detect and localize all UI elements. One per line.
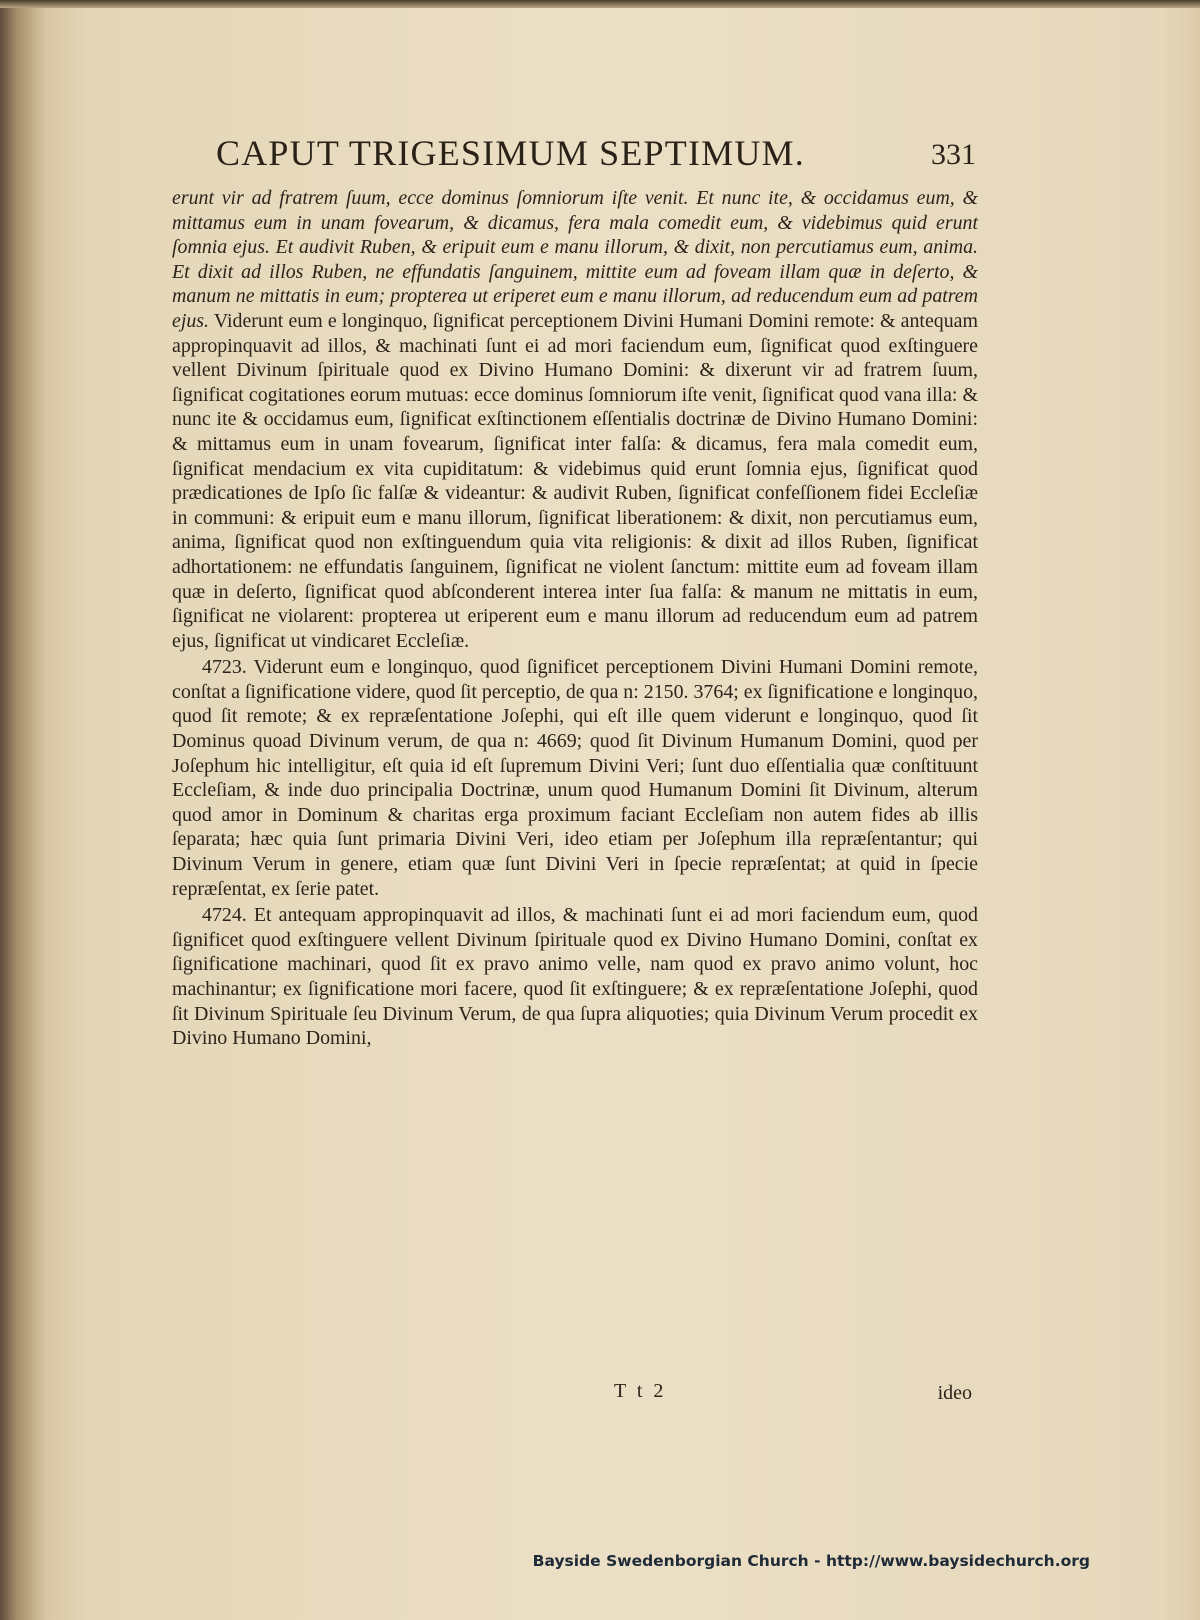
italic-verse: erunt vir ad fratrem ſuum, ecce dominus ſomniorum iſte venit. Et nunc ite, & occidamus eum, & mittamus eum in unam fovearum, & dicamus, fera mala comedit eum, & videbimus quid erunt ſomnia ejus. Et audivit Ruben, & eripuit eum e manu illorum, & dixit, non percutiamus eum, anima. Et dixit ad illos Ruben, ne effundatis ſanguinem, mittite eum ad foveam illam quæ in deſerto, & manum ne mittatis in eum; propterea ut eriperet eum e manu illorum, ad reducendum eum ad patrem ejus.	[172, 187, 978, 332]
signature-mark: T t 2	[614, 1380, 667, 1402]
running-title: CAPUT TRIGESIMUM SEPTIMUM.	[216, 133, 805, 173]
verse-paragraph	[172, 186, 978, 653]
watermark-credit: Bayside Swedenborgian Church - http://www.baysidechurch.org	[532, 1552, 1090, 1570]
catchword: ideo	[937, 1382, 972, 1404]
page-top-edge	[0, 0, 1200, 8]
text-block	[172, 186, 978, 1051]
page-footer	[172, 1380, 978, 1408]
summary-text: Viderunt eum e longinquo, ſignificat perceptionem Divini Humani Domini remote: & antequam appropinquavit ad illos, & machinati ſunt ei ad mori faciendum eum, ſignificat quod exſtinguere vellent Divinum ſpirituale quod ex Divino Humano Domini: & dixerunt vir ad fratrem ſuum, ſignificat cogitationes eorum mutuas: ecce dominus ſomniorum iſte venit, ſignificat quod vana illa: & nunc ite & occidamus eum, ſignificat exſtinctionem eſſentialis doctrinæ de Divino Humano Domini: & mittamus eum in unam fovearum, ſignificat inter falſa: & dicamus, fera mala comedit eum, ſignificat mendacium ex vita cupiditatum: & videbimus quid erunt ſomnia ejus, ſignificat quod prædicationes de Ipſo ſic falſæ & videantur: & audivit Ruben, ſignificat confeſſionem fidei Eccleſiæ in communi: & eripuit eum e manu illorum, ſignificat liberationem: & dixit, non percutiamus eum, anima, ſignificat quod non exſtinguendum quia vita religionis: & dixit ad illos Ruben, ſignificat adhortationem: ne effundatis ſanguinem, ſignificat ne violent ſanctum: mittite eum ad foveam illam quæ in deſerto, ſignificat quod abſconderent interea inter ſua falſa: & manum ne mittatis in eum, ſignificat ne violarent: propterea ut eriperent eum e manu illorum ad reducendum eum ad patrem ejus, ſignificat ut vindicaret Eccleſiæ.	[172, 309, 978, 652]
page-number: 331	[931, 138, 976, 171]
running-head	[216, 132, 976, 176]
paragraph-4724: 4724. Et antequam appropinquavit ad illos, & machinati ſunt ei ad mori faciendum eum, quod ſignificet quod exſtinguere vellent Divinum ſpirituale quod ex Divino Humano Domini, conſtat ex ſignificatione machinari, quod ſit ex pravo animo velle, nam quod ex pravo animo volunt, hoc machinantur; ex ſignificatione mori facere, quod ſit exſtinguere; & ex repræſentatione Joſephi, quod ſit Divinum Spirituale ſeu Divinum Verum, de qua ſupra aliquoties; quia Divinum Verum procedit ex Divino Humano Domini,	[172, 904, 978, 1050]
paragraph-4723: 4723. Viderunt eum e longinquo, quod ſignificet perceptionem Divini Humani Domini remote, conſtat a ſignificatione videre, quod ſit perceptio, de qua n: 2150. 3764; ex ſignificatione e longinquo, quod ſit remote; & ex repræſentatione Joſephi, qui eſt ille quem viderunt e longinquo, quod ſit Dominus quoad Divinum verum, de qua n: 4669; quod ſit Divinum Humanum Domini, quod per Joſephum hic intelligitur, eſt quia id eſt ſupremum Divini Veri; ſunt duo eſſentialia quæ conſtituunt Eccleſiam, & inde duo principalia Doctrinæ, unum quod Humanum Domini ſit Divinum, alterum quod amor in Dominum & charitas erga proximum faciant Eccleſiam non autem fides ab illis ſeparata; hæc quia ſunt primaria Divini Veri, ideo etiam per Joſephum illa repræſentantur; qui Divinum Verum in genere, etiam quæ ſunt Divini Veri in ſpecie repræſentat; at quid in ſpecie repræſentat, ex ſerie patet.	[172, 656, 978, 900]
